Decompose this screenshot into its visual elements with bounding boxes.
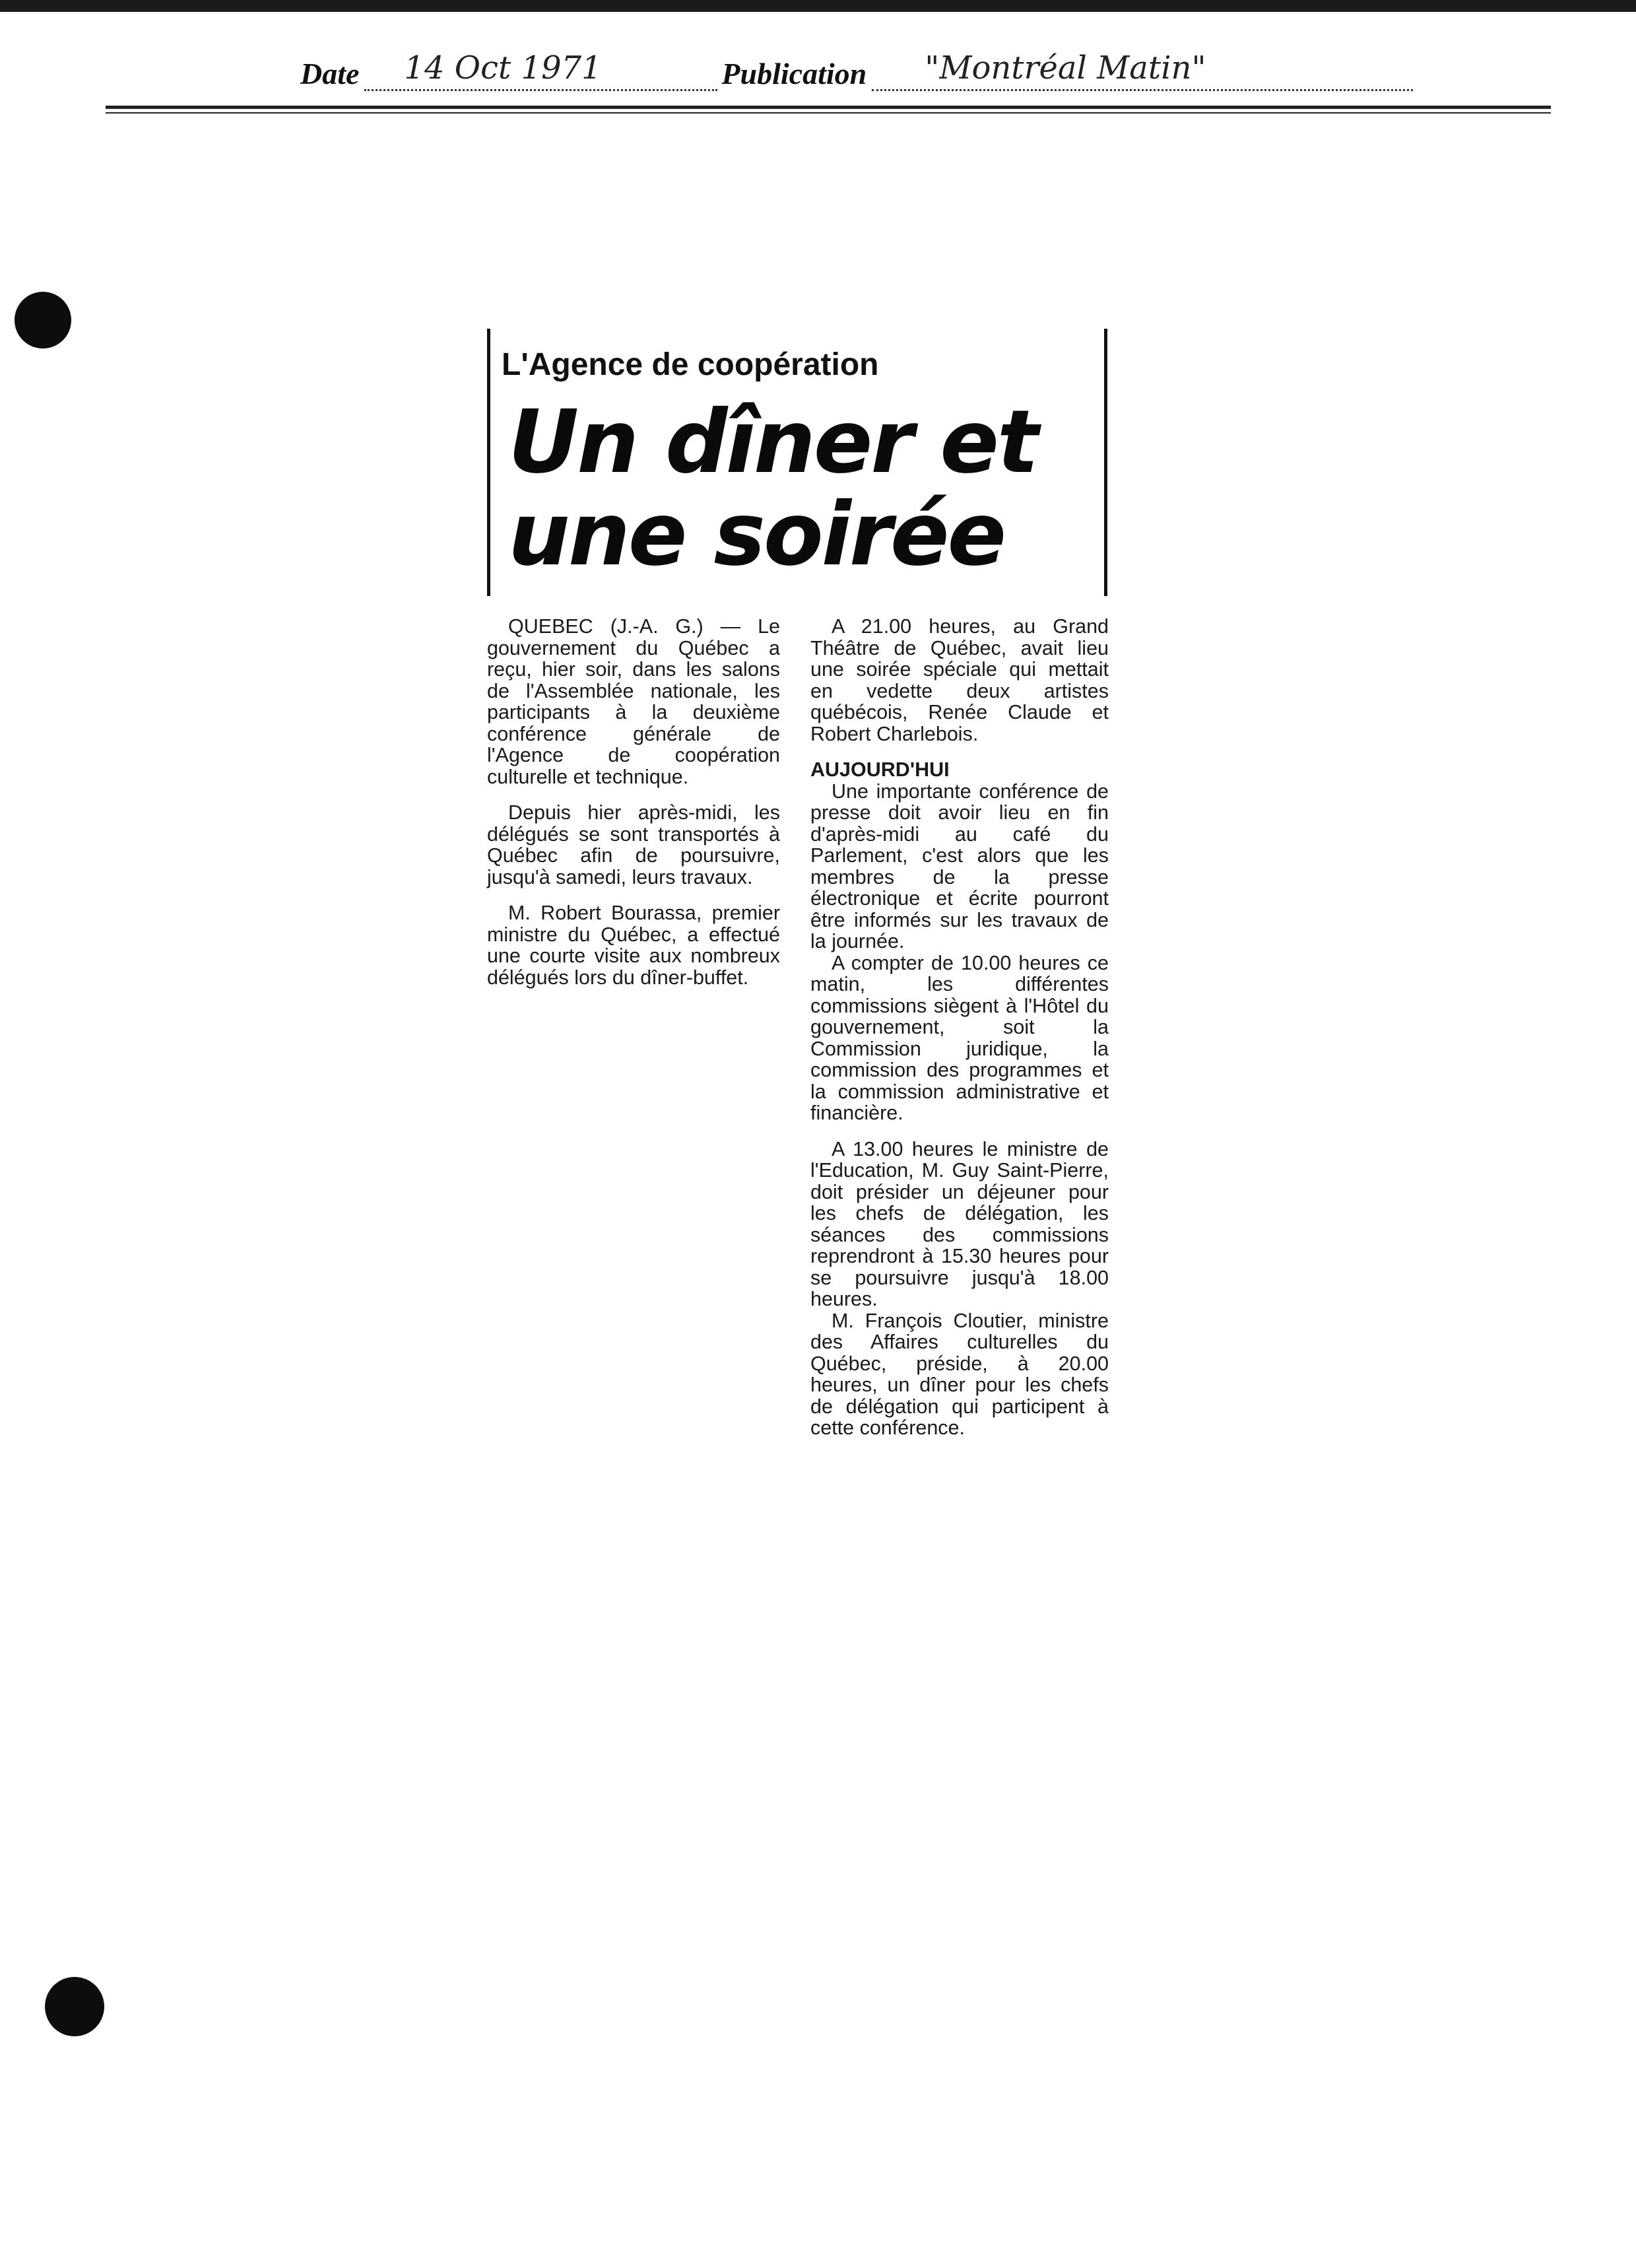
clipping-header — [300, 45, 1554, 91]
punch-hole-top — [15, 292, 71, 349]
article-column-1 — [487, 616, 780, 1003]
date-value: 14 Oct 1971 — [404, 50, 602, 86]
article-kicker: L'Agence de coopération — [502, 347, 879, 382]
scan-top-edge — [0, 0, 1636, 12]
col2-paragraph: Une importante conférence de presse doit avoir lieu en fin d'après-midi au café du Parlement, c'est alors que les membres de la presse électronique et écrite pourront être informés sur les travaux de la journée. — [810, 780, 1109, 952]
article-column-2 — [810, 616, 1109, 1453]
punch-hole-bottom — [45, 1977, 104, 2036]
date-label: Date — [300, 57, 360, 90]
header-rule — [106, 106, 1551, 109]
headline-line-2: une soirée — [508, 484, 1005, 585]
subhead-aujourdhui: AUJOURD'HUI — [810, 758, 950, 781]
date-field — [364, 51, 717, 91]
col2-paragraph: M. François Cloutier, ministre des Affaires culturelles du Québec, préside, à 20.00 heures, un dîner pour les chefs de délégation qui participent à cette conférence. — [810, 1309, 1109, 1439]
headline-line-1: Un dîner et — [508, 391, 1037, 493]
article-headline — [508, 391, 1096, 585]
publication-field — [872, 51, 1413, 91]
col1-paragraph: Depuis hier après-midi, les délégués se sont transportés à Québec afin de poursuivre, jusqu'à samedi, leurs travaux. — [487, 801, 780, 888]
publication-value: "Montréal Matin" — [925, 50, 1206, 86]
col2-paragraph: A compter de 10.00 heures ce matin, les différentes commissions siègent à l'Hôtel du gouvernement, soit la Commission juridique, la commission des programmes et la commission administrative et financière. — [810, 951, 1109, 1124]
publication-label: Publication — [721, 57, 867, 90]
header-rule-thin — [106, 112, 1551, 114]
col2-intro: A 21.00 heures, au Grand Théâtre de Québec, avait lieu une soirée spéciale qui mettait en vedette deux artistes québécois, Renée Claude et Robert Charlebois. — [810, 615, 1109, 745]
col1-paragraph: QUEBEC (J.-A. G.) — Le gouvernement du Québec a reçu, hier soir, dans les salons de l'Assemblée nationale, les participants à la deuxième conférence générale de l'Agence de coopération culturelle et technique. — [487, 615, 780, 788]
col1-paragraph: M. Robert Bourassa, premier ministre du Québec, a effectué une courte visite aux nombreux délégués lors du dîner-buffet. — [487, 902, 780, 989]
col2-paragraph: A 13.00 heures le ministre de l'Education, M. Guy Saint-Pierre, doit présider un déjeuner pour les chefs de délégation, les séances des commissions reprendront à 15.30 heures pour se poursuivre jusqu'à 18.00 heures. — [810, 1137, 1109, 1310]
